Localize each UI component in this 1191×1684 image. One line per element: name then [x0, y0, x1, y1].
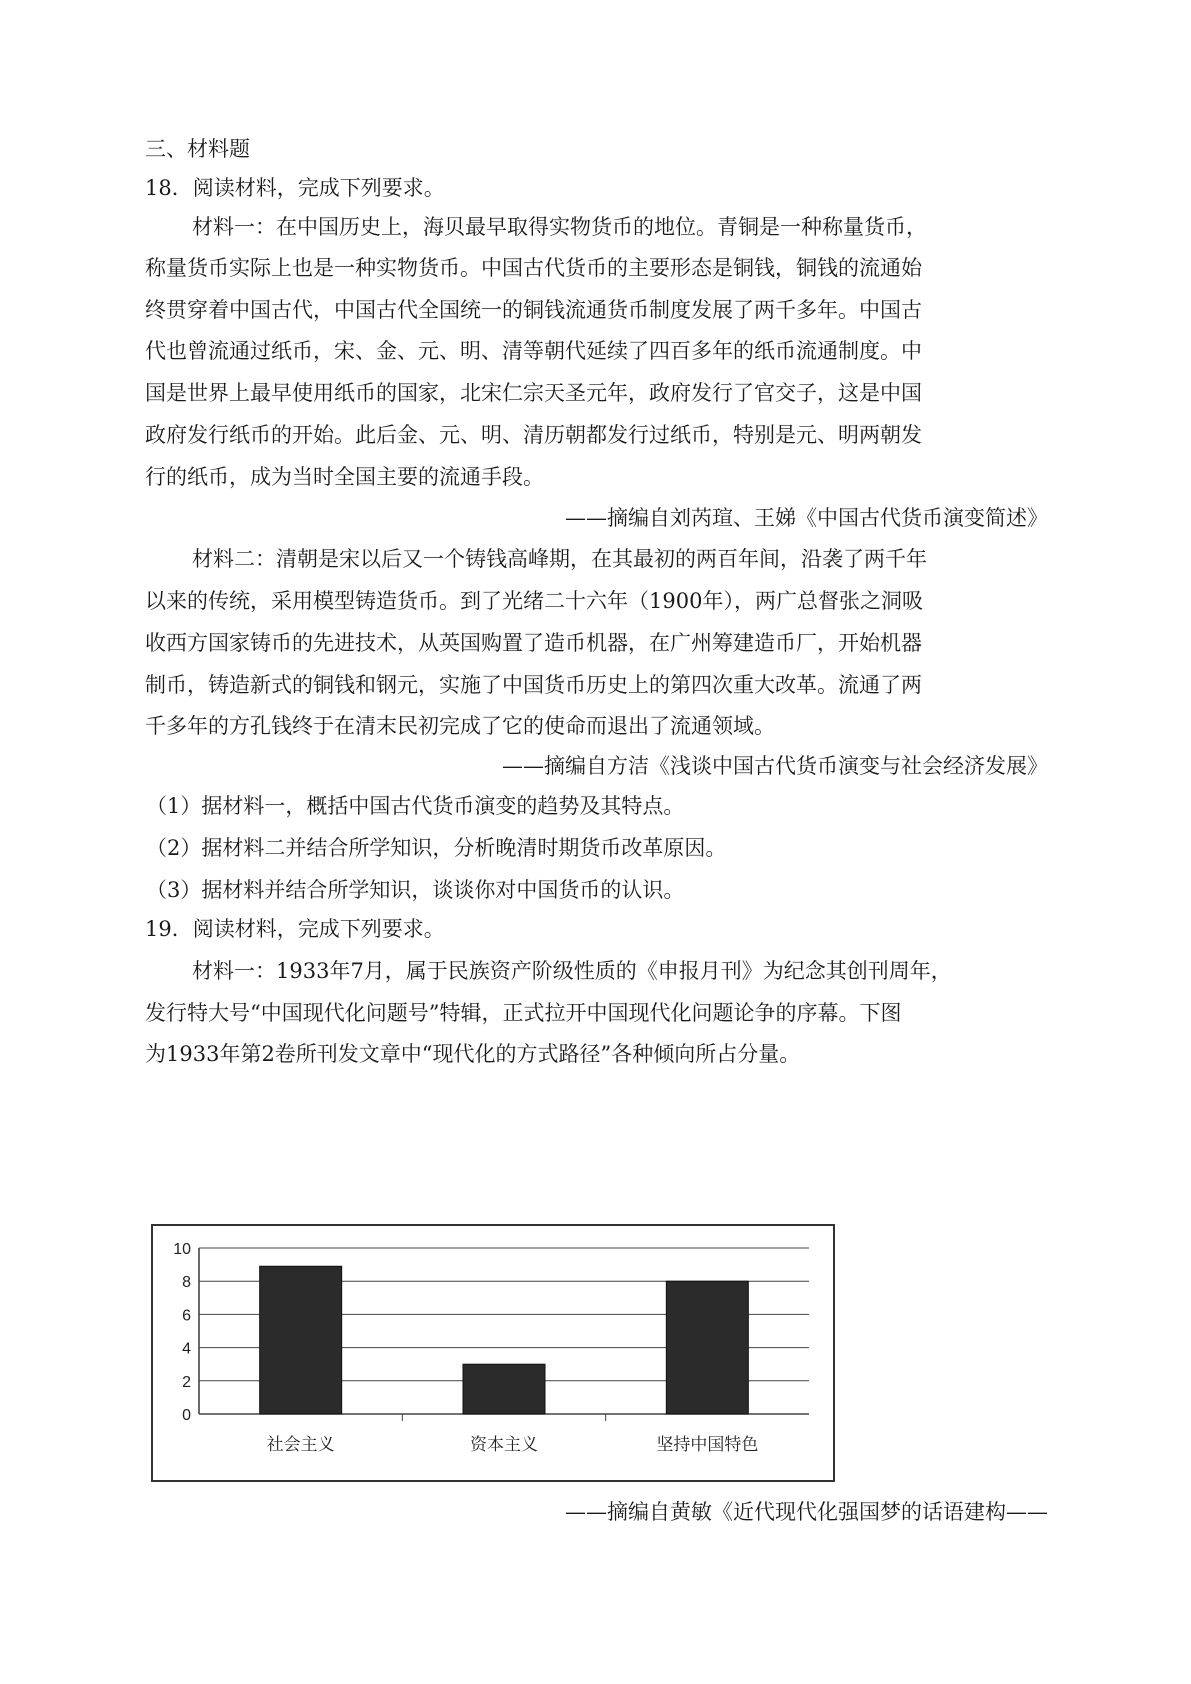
y-tick-label: 8 — [182, 1274, 191, 1292]
section-heading: 三、材料题 — [145, 137, 250, 161]
q18-material2-line: 材料二：清朝是宋以后又一个铸钱高峰期，在其最初的两百年间，沿袭了两千年 — [192, 547, 927, 571]
q18-material1-line: 代也曾流通过纸币，宋、金、元、明、清等朝代延续了四百多年的纸币流通制度。中 — [145, 339, 922, 363]
q18-material1-line: 材料一：在中国历史上，海贝最早取得实物货币的地位。青铜是一种称量货币， — [192, 215, 927, 239]
q19-title: 19．阅读材料，完成下列要求。 — [145, 917, 445, 941]
x-tick-label: 社会主义 — [266, 1435, 335, 1455]
bar-chart — [151, 1224, 835, 1482]
q18-material2-source: ——摘编自方洁《浅谈中国古代货币演变与社会经济发展》 — [502, 754, 1048, 778]
y-tick-label: 0 — [182, 1407, 191, 1424]
q18-sub-question-1: （1）据材料一，概括中国古代货币演变的趋势及其特点。 — [146, 794, 685, 818]
q18-material1-line: 政府发行纸币的开始。此后金、元、明、清历朝都发行过纸币，特别是元、明两朝发 — [145, 423, 922, 447]
q19-material1-line: 发行特大号“中国现代化问题号”特辑，正式拉开中国现代化问题论争的序幕。下图 — [145, 1001, 902, 1025]
q19-material1-line: 为1933年第2卷所刊发文章中“现代化的方式路径”各种倾向所占分量。 — [145, 1042, 801, 1066]
y-tick-label: 6 — [182, 1307, 191, 1325]
q18-material1-source: ——摘编自刘芮瑄、王娣《中国古代货币演变简述》 — [565, 506, 1048, 530]
q18-title: 18．阅读材料，完成下列要求。 — [145, 176, 445, 200]
y-tick-label: 4 — [182, 1340, 191, 1358]
q18-material1-line: 国是世界上最早使用纸币的国家，北宋仁宗天圣元年，政府发行了官交子，这是中国 — [145, 381, 922, 405]
q18-material2-line: 收西方国家铸币的先进技术，从英国购置了造币机器，在广州筹建造币厂，开始机器 — [145, 631, 922, 655]
q18-sub-question-2: （2）据材料二并结合所学知识，分析晚清时期货币改革原因。 — [146, 836, 727, 860]
q18-material2-line: 以来的传统，采用模型铸造货币。到了光绪二十六年（1900年），两广总督张之洞吸 — [145, 589, 923, 613]
q18-material1-line: 行的纸币，成为当时全国主要的流通手段。 — [145, 465, 544, 489]
bar — [260, 1266, 342, 1414]
q18-sub-question-3: （3）据材料并结合所学知识，谈谈你对中国货币的认识。 — [146, 878, 685, 902]
x-tick-label: 资本主义 — [470, 1435, 538, 1455]
bar — [666, 1281, 748, 1414]
q18-material1-line: 称量货币实际上也是一种实物货币。中国古代货币的主要形态是铜钱，铜钱的流通始 — [145, 256, 922, 280]
q18-material1-line: 终贯穿着中国古代，中国古代全国统一的铜钱流通货币制度发展了两千多年。中国古 — [145, 298, 922, 322]
q19-chart-source: ——摘编自黄敏《近代现代化强国梦的话语建构—— — [565, 1500, 1048, 1524]
y-tick-label: 2 — [182, 1373, 191, 1391]
q19-material1-line: 材料一：1933年7月，属于民族资产阶级性质的《申报月刊》为纪念其创刊周年， — [192, 959, 952, 983]
q18-material2-line: 千多年的方孔钱终于在清末民初完成了它的使命而退出了流通领域。 — [145, 714, 775, 738]
y-tick-label: 10 — [173, 1241, 191, 1258]
bar — [463, 1364, 545, 1414]
q18-material2-line: 制币，铸造新式的铜钱和钢元，实施了中国货币历史上的第四次重大改革。流通了两 — [145, 673, 922, 697]
x-tick-label: 坚持中国特色 — [656, 1435, 759, 1455]
